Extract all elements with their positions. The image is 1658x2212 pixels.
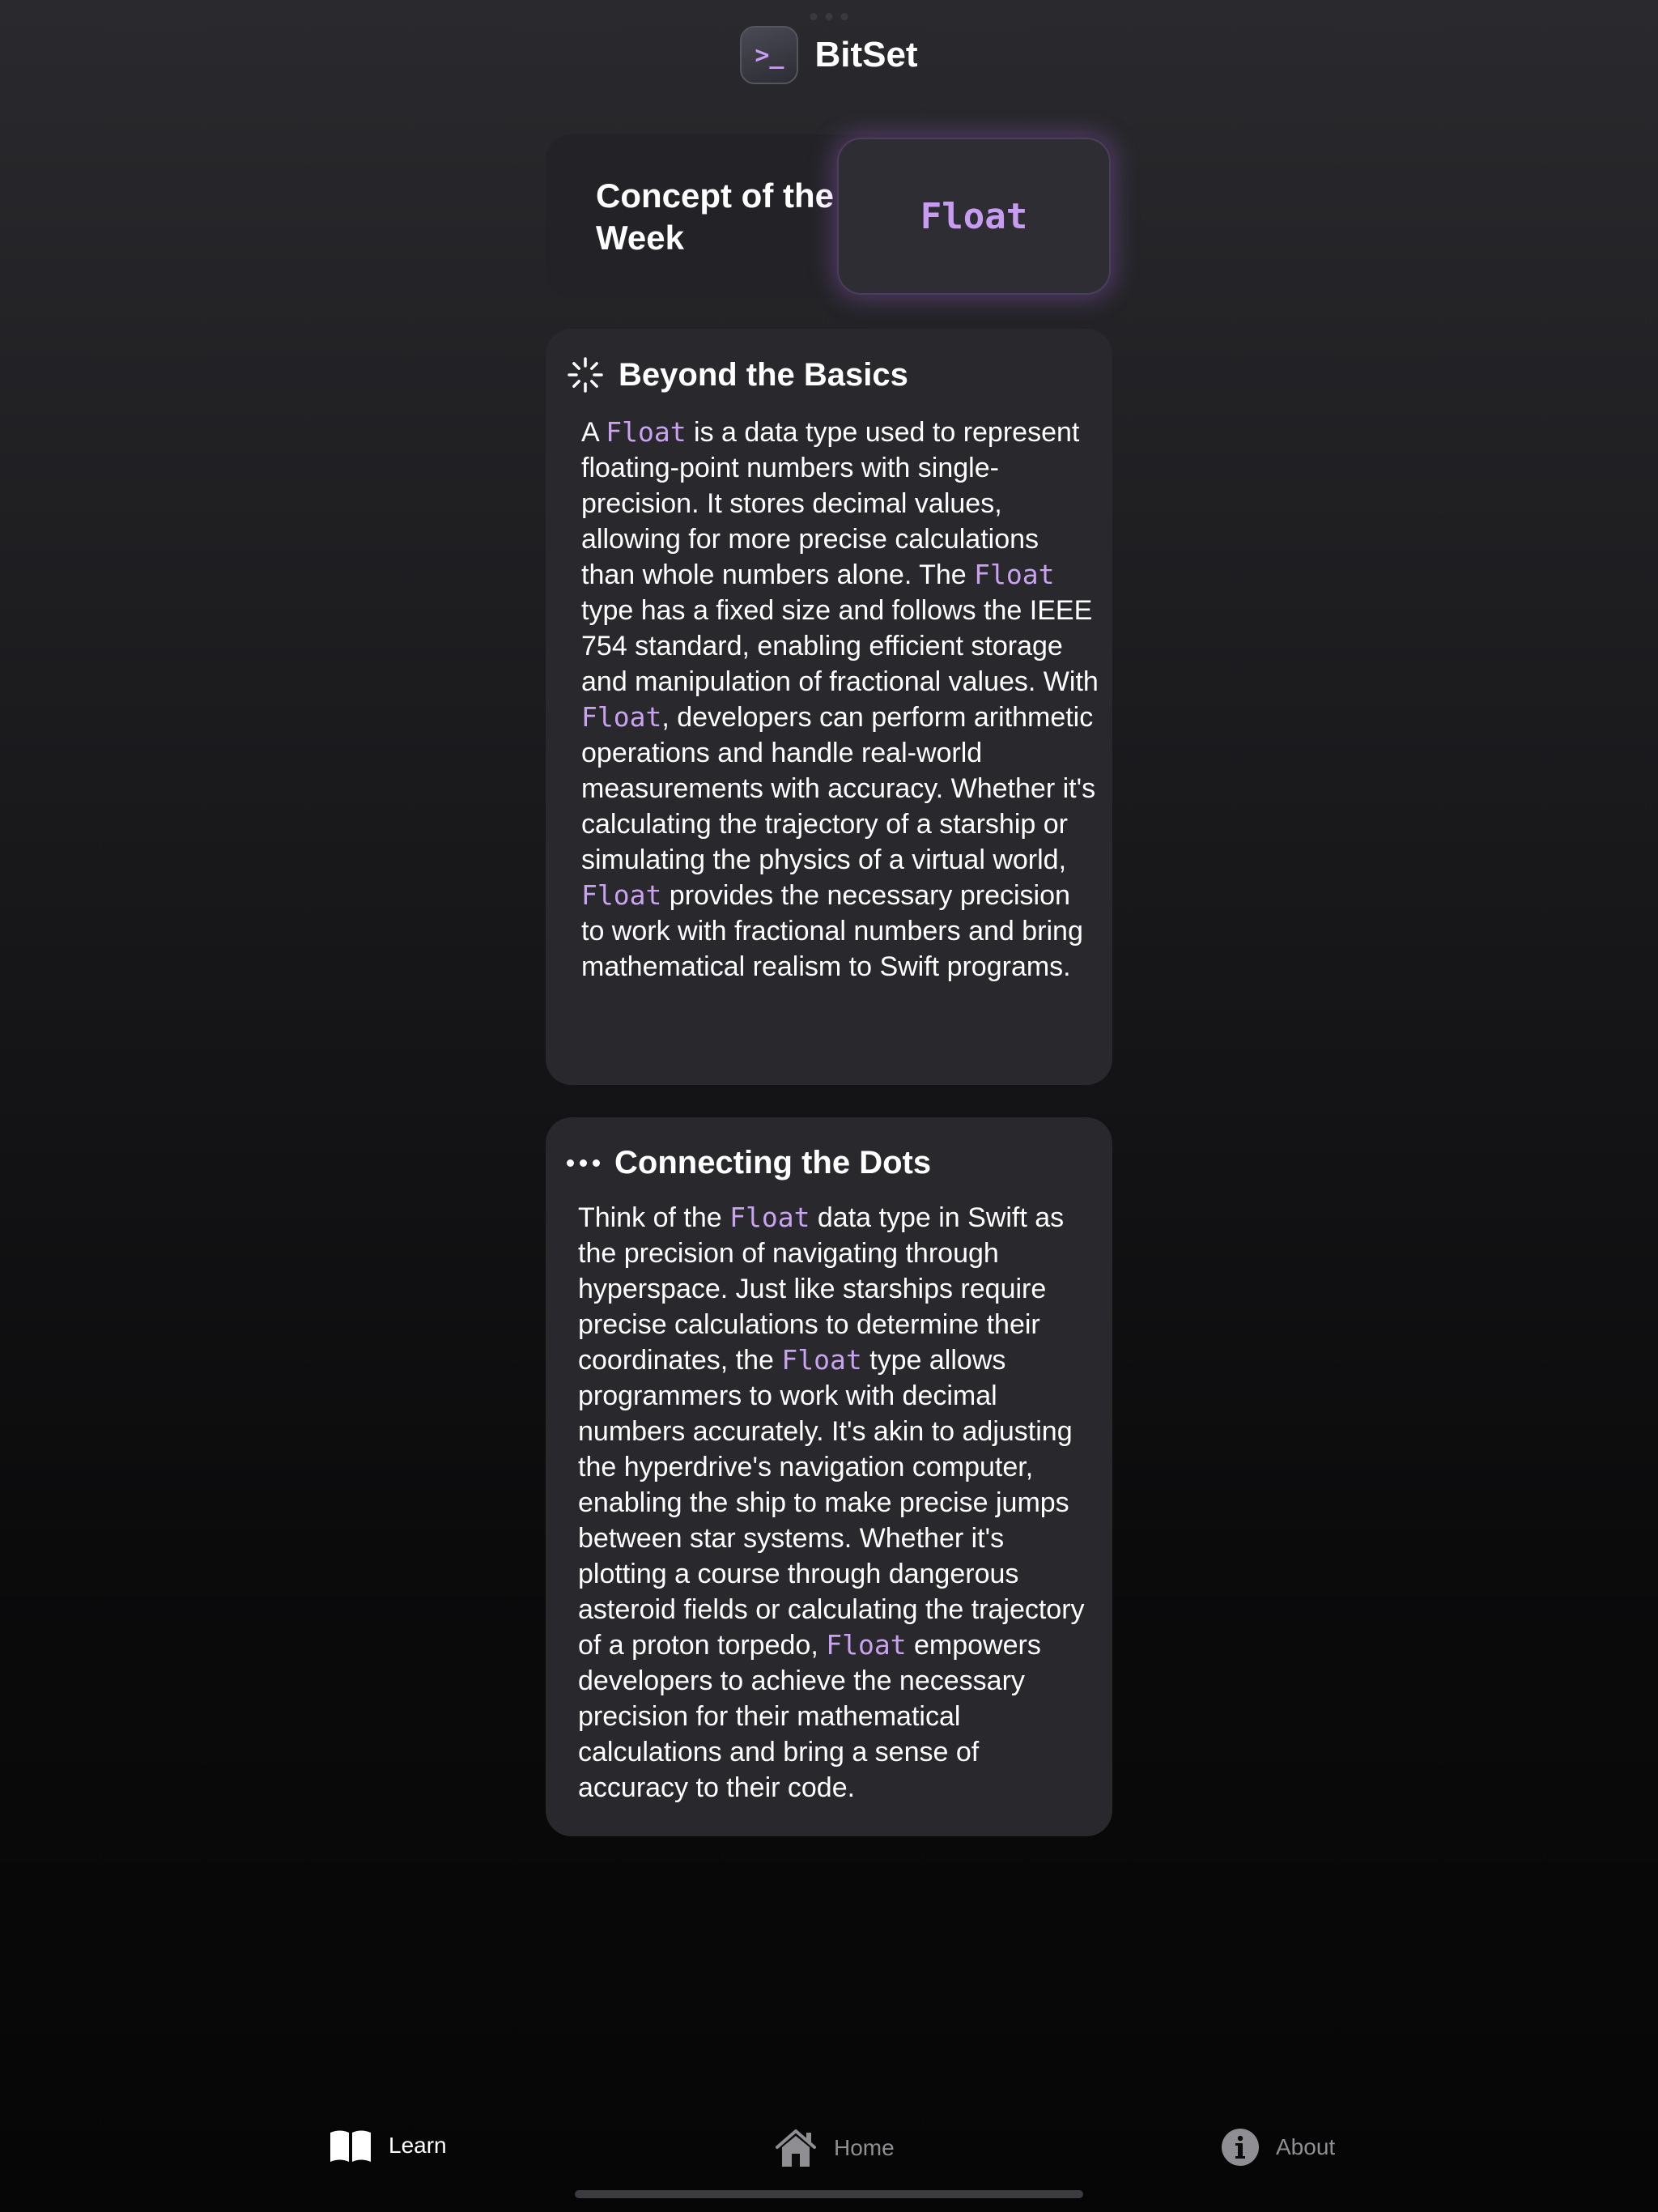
inline-code: Float — [974, 559, 1055, 590]
card-header — [567, 356, 908, 393]
tab-label: About — [1276, 2134, 1336, 2159]
concept-of-the-week — [546, 134, 1112, 298]
body-text: empowers developers to achieve the necessary precision for their mathematical calculations and bring a sense of accuracy to their code. — [578, 1630, 1041, 1803]
body-text: provides the necessary precision to work with fractional numbers and bring mathematical realism to Swift programs. — [581, 880, 1083, 982]
body-text: Think of the — [578, 1202, 730, 1233]
ellipsis-icon — [567, 1159, 600, 1167]
beyond-basics-card — [546, 329, 1112, 1085]
body-text: is a data type used to represent floating-point numbers with single-precision. It stores decimal values, allowing for more precise calculations than whole numbers alone. The — [581, 417, 1080, 590]
body-text: type allows programmers to work with decimal numbers accurately. It's akin to adjusting the hyperdrive's navigation computer, enabling the ship to make precise jumps between star systems. Whether it's plotting a course through dangerous asteroid fields or calculating the trajectory of a proton torpedo, — [578, 1345, 1085, 1661]
multitasking-dots[interactable] — [810, 13, 848, 20]
spinner-icon — [567, 356, 604, 393]
card-body — [581, 415, 1099, 985]
inline-code: Float — [581, 879, 662, 911]
inline-code: Float — [781, 1344, 862, 1376]
inline-code: Float — [606, 416, 687, 448]
inline-code: Float — [729, 1202, 810, 1233]
body-text: A — [581, 417, 606, 448]
card-title: Beyond the Basics — [619, 356, 908, 393]
body-text: , developers can perform arithmetic operations and handle real-world measurements with accuracy. Whether it's calculating the trajectory of a starship or simulating the physics of a virtual world, — [581, 702, 1096, 875]
card-title: Connecting the Dots — [614, 1145, 932, 1180]
house-icon — [774, 2128, 818, 2168]
card-header — [567, 1145, 931, 1181]
card-body — [578, 1200, 1096, 1806]
connecting-dots-card — [546, 1117, 1112, 1836]
terminal-icon: >_ — [740, 26, 798, 84]
concept-value-chip[interactable]: Float — [837, 138, 1111, 295]
tab-label: Home — [834, 2135, 895, 2160]
home-indicator[interactable] — [575, 2190, 1083, 2198]
inline-code: Float — [826, 1629, 907, 1661]
tab-about[interactable] — [1221, 2128, 1335, 2167]
tab-bar — [0, 2120, 1658, 2184]
app-header — [0, 26, 1658, 84]
body-text: data type in Swift as the precision of navigating through hyperspace. Just like starships require precise calculations to determine their coordinates, the — [578, 1202, 1065, 1376]
book-icon — [329, 2128, 372, 2163]
tab-learn[interactable] — [329, 2128, 447, 2163]
info-icon — [1221, 2128, 1260, 2167]
inline-code: Float — [581, 701, 662, 733]
app-title: BitSet — [814, 35, 918, 74]
tab-label: Learn — [389, 2133, 447, 2158]
concept-label: Concept of the Week — [596, 177, 834, 257]
body-text: type has a fixed size and follows the IEEE 754 standard, enabling efficient storage and manipulation of fractional values. With — [581, 595, 1099, 697]
tab-home[interactable] — [774, 2128, 895, 2168]
